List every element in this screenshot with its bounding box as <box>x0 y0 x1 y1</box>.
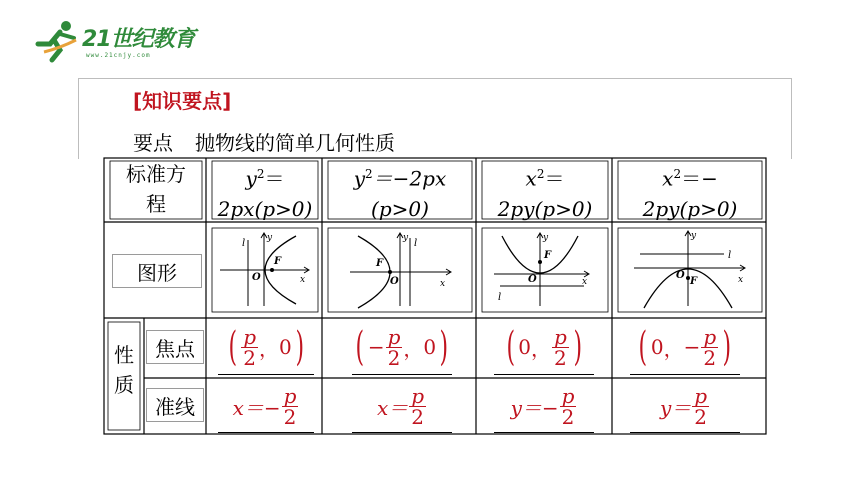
focus-col3: ( 0 ， $\frac{p}{2}$ ) <box>494 320 594 375</box>
directrix-col3 <box>494 380 594 433</box>
eq4-rest: ＝− <box>681 166 718 191</box>
plot3-o-label: O <box>528 274 537 285</box>
plot1-o-label: O <box>252 272 261 283</box>
row-header-property <box>108 340 140 400</box>
focus-col4: ( 0 ， − $\frac{p}{2}$ ) <box>630 320 740 375</box>
focus-col1: ( $\frac{p}{2}$ ， 0 ) <box>218 320 314 375</box>
focus-col2: ( − $\frac{p}{2}$ ， 0 ) <box>352 320 452 375</box>
directrix4-num: p <box>694 383 708 408</box>
plot4-f-label: F <box>690 276 698 287</box>
directrix3-den: 2 <box>561 404 575 429</box>
focus1-num: p <box>243 324 257 349</box>
brand-name: 21世纪教育 <box>82 27 195 52</box>
topic-line <box>133 127 395 156</box>
equation-col2 <box>328 159 472 224</box>
eq1-exp: 2 <box>256 167 265 181</box>
eq2-exp: 2 <box>365 167 373 181</box>
row-header-equation <box>110 159 202 219</box>
parabola-plot-up <box>484 230 606 310</box>
plot3-y-label: y <box>543 233 549 243</box>
brand-logo <box>30 18 220 66</box>
eq3-line2: 2py(p>0) <box>497 196 593 221</box>
row-header-figure: 图形 <box>112 254 202 288</box>
equation-col3 <box>482 159 608 224</box>
plot2-o-label: O <box>390 276 399 287</box>
plot4-l-label: l <box>728 250 732 261</box>
focus2-den: 2 <box>387 345 401 370</box>
plot2-f-label: F <box>376 258 384 269</box>
focus1-sep: ， <box>259 336 280 361</box>
eq3-exp: 2 <box>536 167 545 181</box>
equation-col1 <box>212 159 318 224</box>
directrix2-num: p <box>411 383 425 408</box>
focus4-num: p <box>703 324 717 349</box>
row-header-equation-line2: 程 <box>146 192 166 216</box>
plot3-f-label: F <box>544 250 552 261</box>
lesson-header <box>78 78 792 159</box>
equation-col4 <box>618 159 762 224</box>
directrix3-num: p <box>561 383 575 408</box>
focus3-num: p <box>553 324 567 349</box>
topic-title: 抛物线的简单几何性质 <box>195 131 395 155</box>
directrix-col2 <box>352 380 452 433</box>
plot4-o-label: O <box>676 270 685 281</box>
directrix2-lhs: x＝ <box>376 395 409 420</box>
focus2-y: 0 <box>423 335 437 359</box>
focus3-x: 0 <box>518 335 531 359</box>
focus4-x: 0 <box>650 335 664 359</box>
parabola-plot-left <box>330 230 470 310</box>
focus3-sep: ， <box>530 336 551 361</box>
eq4-exp: 2 <box>673 167 682 181</box>
plot2-y-label: y <box>403 233 409 243</box>
plot3-l-label: l <box>498 292 502 303</box>
row-header-directrix: 准线 <box>146 388 204 422</box>
directrix3-lhs: y＝− <box>510 395 559 420</box>
eq1-var: y <box>245 166 257 191</box>
focus2-sign: − <box>367 335 385 359</box>
plot1-l-label: l <box>242 238 246 249</box>
directrix1-num: p <box>283 383 297 408</box>
eq1-rest: ＝ <box>264 166 285 191</box>
row-header-focus: 焦点 <box>146 330 204 364</box>
brand-url: www.21cnjy.com <box>86 52 151 59</box>
eq4-line2: 2py(p>0) <box>642 196 738 221</box>
focus1-den: 2 <box>243 345 256 370</box>
parabola-plot-right <box>214 230 316 310</box>
plot2-l-label: l <box>414 238 418 249</box>
directrix1-den: 2 <box>283 404 297 429</box>
section-tag: [知识要点] <box>133 89 232 113</box>
directrix1-lhs: x＝− <box>232 395 281 420</box>
plot1-x-label: x <box>300 275 306 285</box>
topic-prefix: 要点 <box>133 131 173 155</box>
runner-icon <box>30 18 82 66</box>
directrix-col4 <box>630 380 740 433</box>
focus4-sep: ， <box>663 336 684 361</box>
eq3-var: x <box>525 166 537 191</box>
focus2-num: p <box>387 324 401 349</box>
focus1-y: 0 <box>279 335 292 359</box>
row-header-equation-line1: 标准方 <box>126 162 186 186</box>
plot1-f-label: F <box>274 256 282 267</box>
plot2-x-label: x <box>440 279 446 289</box>
plot1-y-label: y <box>267 233 273 243</box>
eq2-line2: (p>0) <box>371 196 429 221</box>
plot4-x-label: x <box>738 275 744 285</box>
directrix-col1 <box>218 380 314 433</box>
focus4-sign: − <box>683 335 701 359</box>
eq2-rest: ＝−2px <box>372 166 447 191</box>
directrix2-den: 2 <box>411 404 424 429</box>
parabola-plot-down <box>620 230 760 310</box>
directrix4-lhs: y＝ <box>659 395 692 420</box>
eq1-line2: 2px(p>0) <box>217 196 313 221</box>
row-header-property-line1: 性 <box>114 343 134 367</box>
eq2-var: y <box>353 166 366 191</box>
row-header-property-line2: 质 <box>114 373 134 397</box>
directrix4-den: 2 <box>694 404 708 429</box>
plot4-y-label: y <box>691 231 697 241</box>
focus4-den: 2 <box>703 345 717 370</box>
focus3-den: 2 <box>553 345 567 370</box>
plot3-x-label: x <box>582 277 588 287</box>
eq3-rest: ＝ <box>544 166 565 191</box>
focus2-sep: ， <box>403 336 424 361</box>
eq4-var: x <box>662 166 674 191</box>
